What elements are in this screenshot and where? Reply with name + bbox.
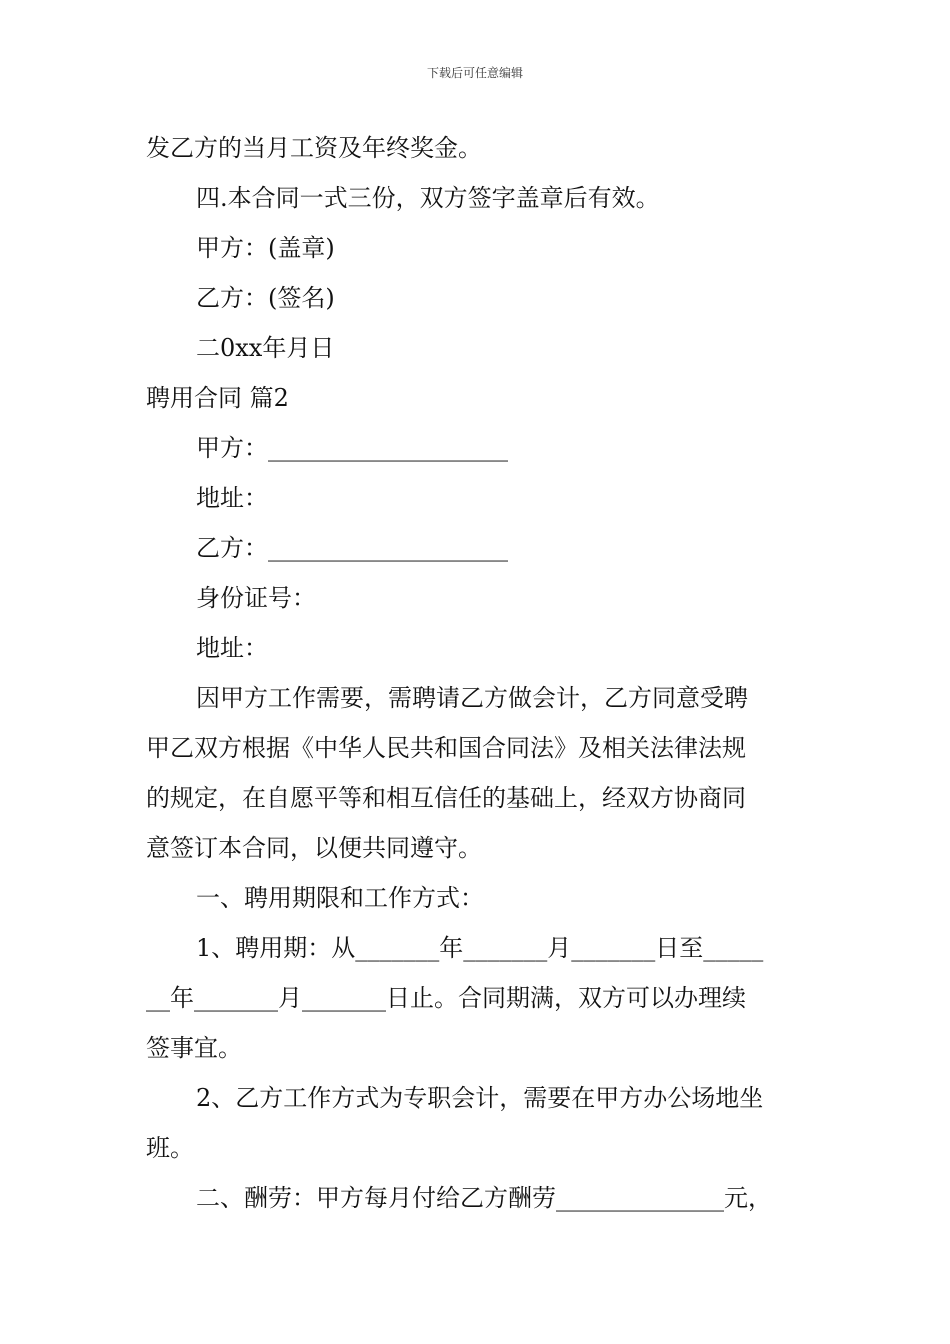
clause-heading: 二、酬劳：甲方每月付给乙方酬劳______________元， bbox=[196, 1184, 772, 1212]
section-title: 聘用合同 篇2 bbox=[146, 384, 289, 412]
date-line: 二0xx年月日 bbox=[196, 334, 335, 362]
party-a-seal-line: 甲方：(盖章) bbox=[196, 234, 335, 262]
text-line: 1、聘用期：从_______年_______月_______日至_____ bbox=[196, 934, 764, 962]
party-b-field: 乙方：____________________ bbox=[196, 534, 508, 562]
text-line: 2、乙方工作方式为专职会计，需要在甲方办公场地坐 bbox=[196, 1084, 764, 1112]
id-number-field: 身份证号： bbox=[196, 584, 316, 612]
clause-heading: 一、聘用期限和工作方式： bbox=[196, 884, 484, 912]
address-field: 地址： bbox=[196, 484, 268, 512]
party-a-field: 甲方：____________________ bbox=[196, 434, 508, 462]
text-line: 意签订本合同，以便共同遵守。 bbox=[146, 834, 482, 862]
party-b-sign-line: 乙方：(签名) bbox=[196, 284, 335, 312]
text-line: __年_______月_______日止。合同期满，双方可以办理续 bbox=[146, 984, 746, 1012]
page-header-note: 下载后可任意编辑 bbox=[426, 66, 523, 80]
text-line: 签事宜。 bbox=[146, 1034, 242, 1062]
text-line: 班。 bbox=[146, 1134, 194, 1162]
text-line: 因甲方工作需要，需聘请乙方做会计，乙方同意受聘 bbox=[196, 684, 748, 712]
text-line: 甲乙双方根据《中华人民共和国合同法》及相关法律法规 bbox=[146, 734, 746, 762]
text-line: 的规定，在自愿平等和相互信任的基础上，经双方协商同 bbox=[146, 784, 746, 812]
text-line: 发乙方的当月工资及年终奖金。 bbox=[146, 134, 482, 162]
address-field: 地址： bbox=[196, 634, 268, 662]
document-body bbox=[146, 123, 826, 1223]
text-line: 四.本合同一式三份，双方签字盖章后有效。 bbox=[196, 184, 660, 212]
